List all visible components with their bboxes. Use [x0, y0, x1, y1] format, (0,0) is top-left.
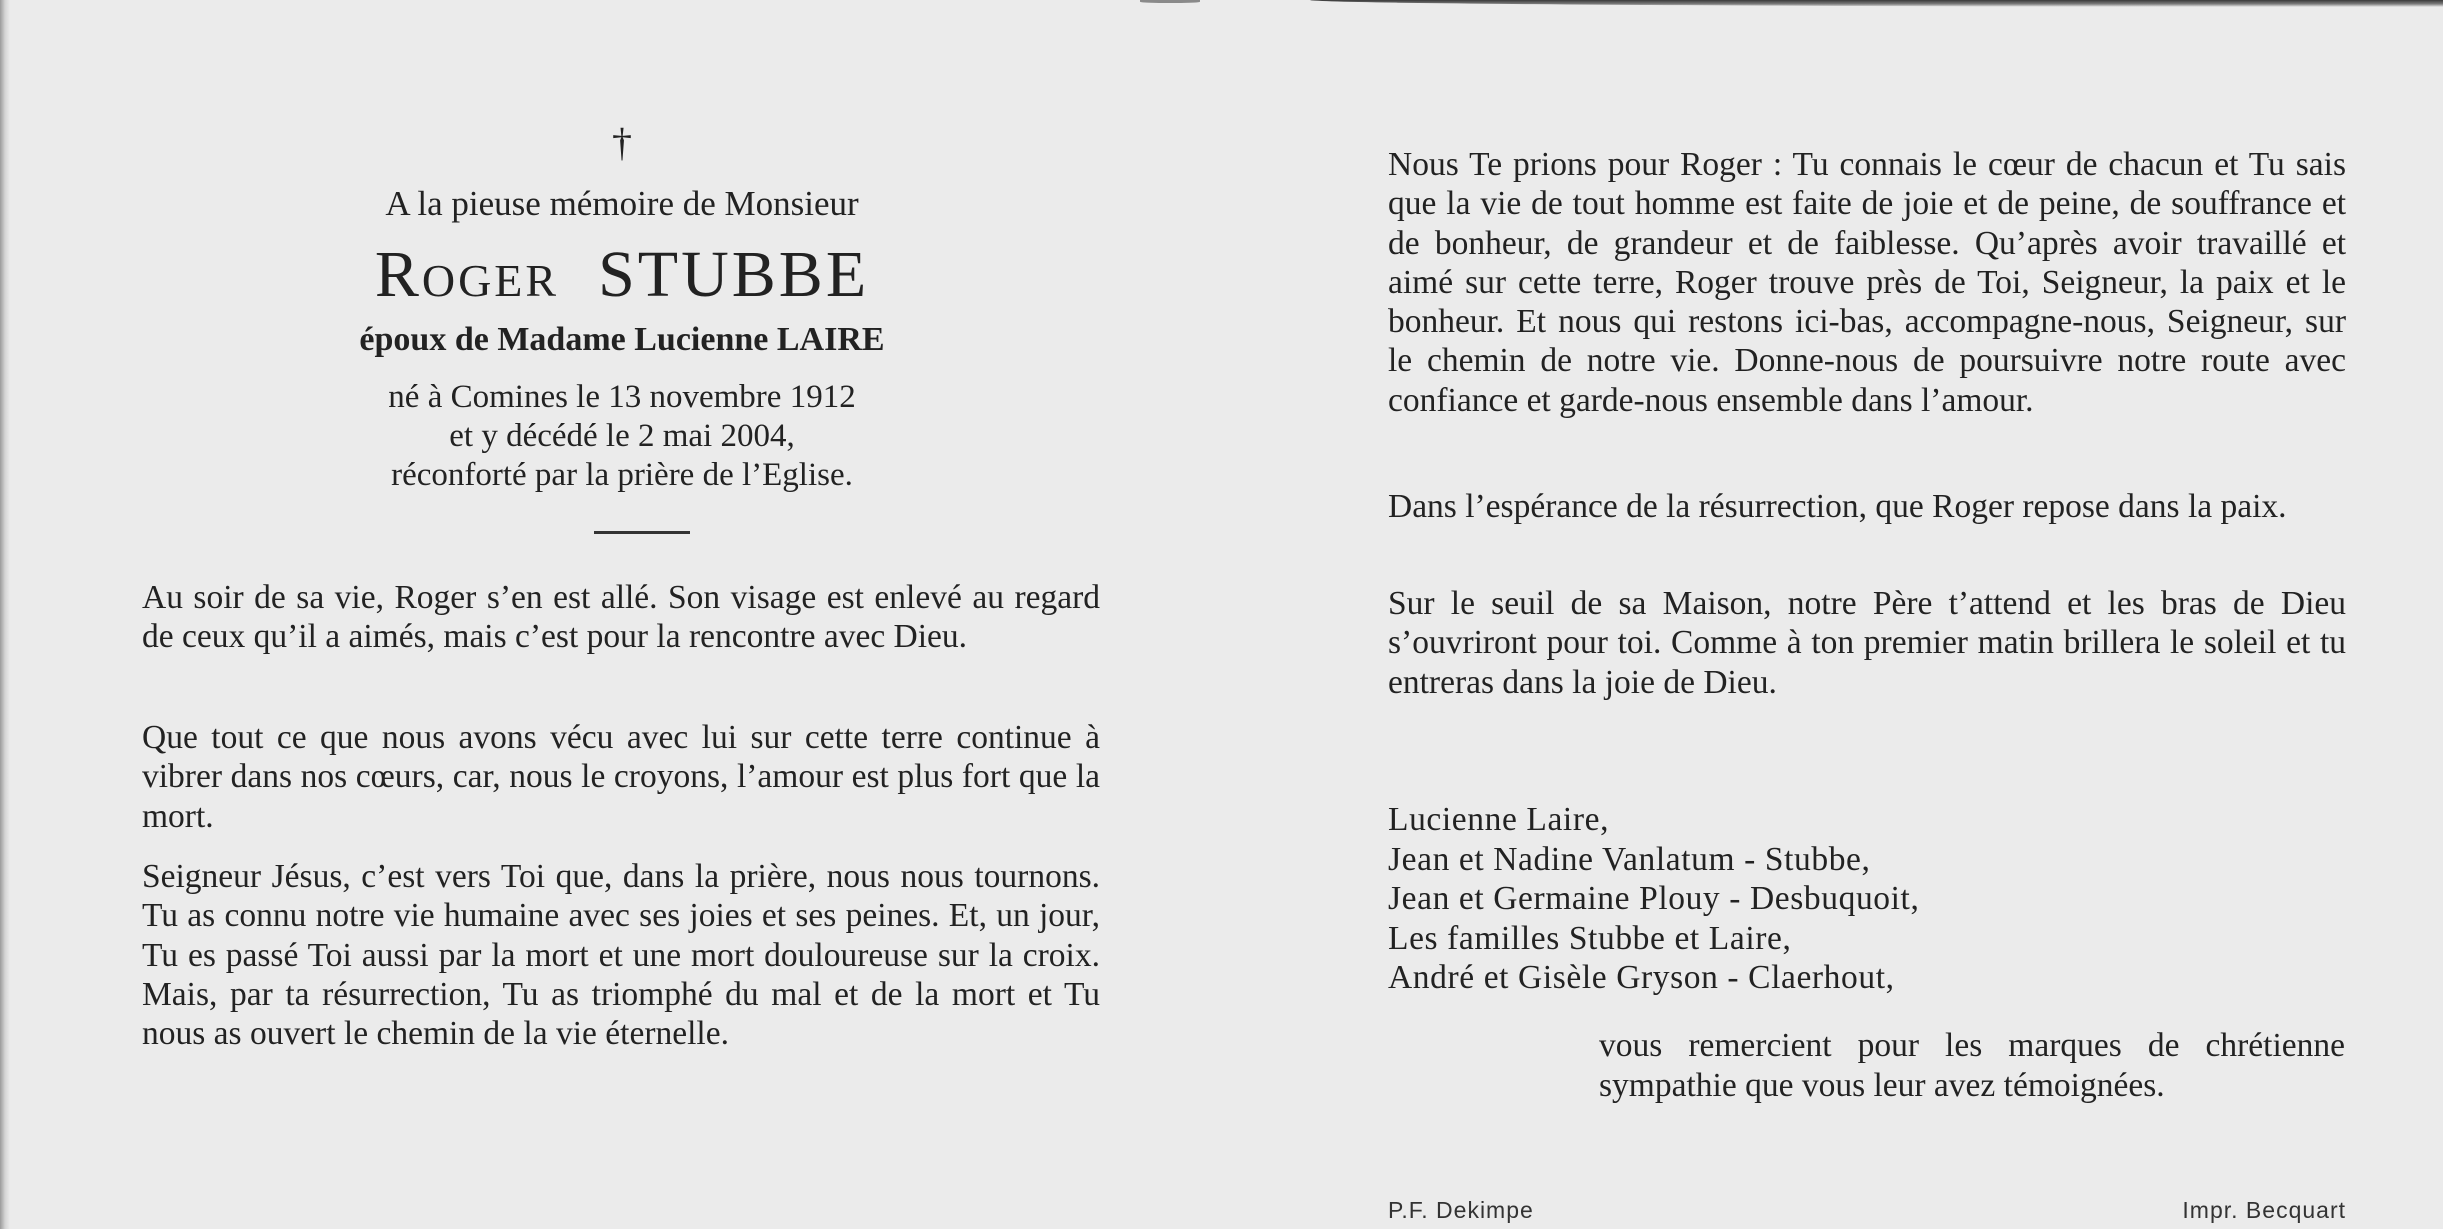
right-paragraph-2: Dans l’espérance de la résurrection, que Roger repose dans la paix.	[1388, 488, 2287, 525]
left-paragraph-2: Que tout ce que nous avons vécu avec lui sur cette terre continue à vibrer dans nos cœurs, car, nous le croyons, l’amour est plus fort que la mort.	[142, 719, 1100, 835]
deceased-last-name: STUBBE	[598, 238, 870, 311]
right-paragraph-1: Nous Te prions pour Roger : Tu connais le cœur de chacun et Tu sais que la vie de tout homme est faite de joie et de peine, de souffrance et de bonheur, de grandeur et de faiblesse. Qu’après avoir travaillé et aimé sur cette terre, Roger trouve près de Toi, Seigneur, la paix et le bonheur. Et nous qui restons ici-bas, accompagne-nous, Seigneur, sur le chemin de notre vie. Donne-nous de poursuivre notre route avec confiance et garde-nous ensemble dans l’amour.	[1388, 146, 2346, 419]
printer-credit: Impr. Becquart	[2182, 1197, 2346, 1223]
card-top-edge-shadow	[1310, 0, 2443, 7]
left-paragraph-1: Au soir de sa vie, Roger s’en est allé. Son visage est enlevé au regard de ceux qu’il a aimés, mais c’est pour la rencontre avec Dieu.	[142, 579, 1100, 656]
deceased-first-name: Roger	[374, 238, 560, 311]
thanks-text: vous remercient pour les marques de chrétienne sympathie que vous leur avez témoignées.	[1599, 1027, 2345, 1104]
deceased-name	[142, 232, 1102, 318]
right-paragraph-3: Sur le seuil de sa Maison, notre Père t’attend et les bras de Dieu s’ouvriront pour toi. Comme à ton premier matin brillera le soleil et tu entreras dans la joie de Dieu.	[1388, 585, 2346, 701]
card-left-edge-shadow	[0, 0, 10, 1229]
comfort-line: réconforté par la prière de l’Eglise.	[391, 457, 853, 493]
family-member: Lucienne Laire,	[1388, 801, 1610, 838]
family-member: Jean et Germaine Plouy - Desbuquoit,	[1388, 880, 1920, 917]
birth-line: né à Comines le 13 novembre 1912	[388, 379, 856, 415]
family-member: Les familles Stubbe et Laire,	[1388, 919, 1792, 957]
life-dates	[142, 378, 1102, 495]
family-member: André et Gisèle Gryson - Claerhout,	[1388, 959, 1895, 996]
cross-icon: †	[612, 120, 632, 165]
spouse-line: époux de Madame Lucienne LAIRE	[359, 321, 885, 358]
left-paragraph-3: Seigneur Jésus, c’est vers Toi que, dans la prière, nous nous tournons. Tu as connu notre vie humaine avec ses joies et ses peines. Et, un jour, Tu es passé Toi aussi par la mort et une mort douloureuse sur la croix. Mais, par ta résurrection, Tu as triomphé du mal et de la mort et Tu nous as ouvert le chemin de la vie éternelle.	[142, 858, 1100, 1053]
death-line: et y décédé le 2 mai 2004,	[449, 418, 795, 454]
family-member: Jean et Nadine Vanlatum - Stubbe,	[1388, 840, 1871, 878]
card-top-edge-shadow-small	[1140, 0, 1200, 3]
memorial-intro: A la pieuse mémoire de Monsieur	[385, 184, 859, 223]
family-list	[1388, 800, 1919, 998]
divider-rule	[594, 531, 690, 534]
funeral-director: P.F. Dekimpe	[1388, 1197, 1534, 1223]
